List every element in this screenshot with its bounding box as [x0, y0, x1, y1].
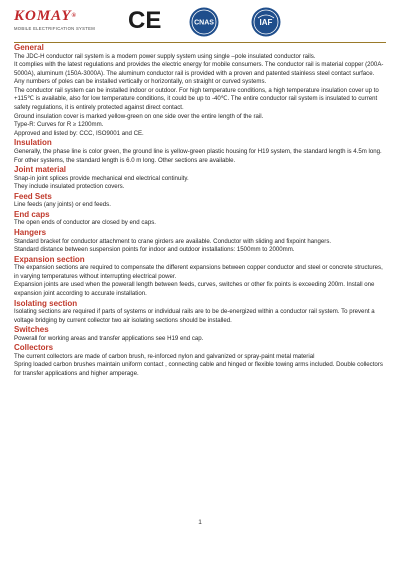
logo-tagline: MOBILE ELECTRIFICATION SYSTEM — [14, 26, 95, 31]
section-heading: Feed Sets — [14, 191, 52, 201]
page-number: 1 — [198, 519, 202, 526]
section-paragraph: Type-R: Curves for R ≥ 1200mm. — [14, 121, 104, 129]
section-heading: Joint material — [14, 165, 67, 175]
section-paragraph: Line feeds (any joints) or end feeds. — [14, 201, 111, 209]
logo-text: KOMAY — [14, 8, 72, 24]
section-paragraph: Powerall for working areas and transfer applications see H19 end cap. — [14, 334, 204, 342]
page-header — [0, 0, 400, 42]
section-paragraph: Standard bracket for conductor attachment to crane girders are available. Conductor with sliding and fixpoint hangers. — [14, 237, 332, 245]
section-paragraph: They include insulated protection covers. — [14, 183, 125, 191]
ce-mark-icon: CE — [128, 7, 162, 34]
section-paragraph: The JDC-H conductor rail system is a modern power supply system using single –pole insulated conductor rails. — [14, 52, 316, 60]
section-heading: Switches — [14, 325, 49, 335]
cnas-label: CNAS — [194, 19, 214, 27]
section-paragraph: Snap-in joint splices provide mechanical end electrical continuity. — [14, 174, 189, 182]
section-heading: Expansion section — [14, 254, 85, 264]
section-paragraph: Spring loaded carbon brushes maintain uniform contact , connecting cable and hinged or flexible towing arms included. Double collectors for transfer applications and higher amperage. — [14, 361, 383, 378]
iaf-label: IAF — [259, 18, 273, 27]
section-heading: General — [14, 43, 44, 52]
document-body — [14, 43, 386, 379]
section-heading: Isolating section — [14, 298, 78, 308]
section-paragraph: The expansion sections are required to compensate the different expansions between copper conductor and steel or concrete structures, in varying temperatures without interrupting electrical power. — [14, 264, 383, 280]
iaf-certification-icon — [250, 6, 282, 38]
section-paragraph: It complies with the latest regulations and provides the electric energy for mobile consumers. The conductor rail is material copper (200A-5000A), aluminum (150A-3000A). The aluminum conductor rail is provided with a proven and patented stainless steel contact surface. Any numbers of poles can be installed vertically or horizontally, on straight or curved systems. — [14, 61, 384, 86]
section-paragraph: Isolating sections are required if parts of systems or individual rails are to be de-energized within a conductor rail system. To prevent a voltage bridging by current collector two air isolating sections should be installed. — [14, 308, 375, 324]
section-paragraph: Generally, the phase line is color green, the ground line is yellow-green plastic housing for H19 system, the standard length is 4.5m long. For other systems, the standard length is 6.0 m long. Other sections are available. — [14, 147, 382, 164]
section-paragraph: The open ends of conductor are closed by end caps. — [14, 219, 156, 227]
section-paragraph: The conductor rail system can be installed indoor or outdoor. For high temperature conditions, a high temperature insulation cover up to +115℃ is available, also for low temperature conditions, it could be up to -40℃. The entire conductor rail system is insulated to current safety regulations, it is entirely protected against direct contact. — [14, 86, 379, 112]
section-heading: Insulation — [14, 138, 52, 148]
section-heading: Hangers — [14, 228, 47, 237]
section-paragraph: The current collectors are made of carbon brush, re-inforced nylon and galvanized or spray-paint metal material — [14, 352, 315, 360]
section-paragraph: Ground insulation cover is marked yellow-green on one side over the entire length of the rail. — [14, 112, 264, 120]
cnas-certification-icon — [188, 6, 220, 38]
section-heading: End caps — [14, 209, 50, 219]
section-heading: Collectors — [14, 343, 54, 353]
komay-logo — [14, 8, 104, 34]
section-paragraph: Approved and listed by: CCC, ISO9001 and CE. — [14, 129, 144, 137]
section-paragraph: Standard distance between suspension points for indoor and outdoor installations: 1500mm to 2000mm. — [14, 246, 295, 254]
logo-registered-mark: ® — [71, 13, 77, 19]
section-paragraph: Expansion joints are used when the powerall length between feeds, curves, switches or other fix points is exceeding 200m. Install one expansion joint according to accurate installation. — [14, 281, 375, 297]
